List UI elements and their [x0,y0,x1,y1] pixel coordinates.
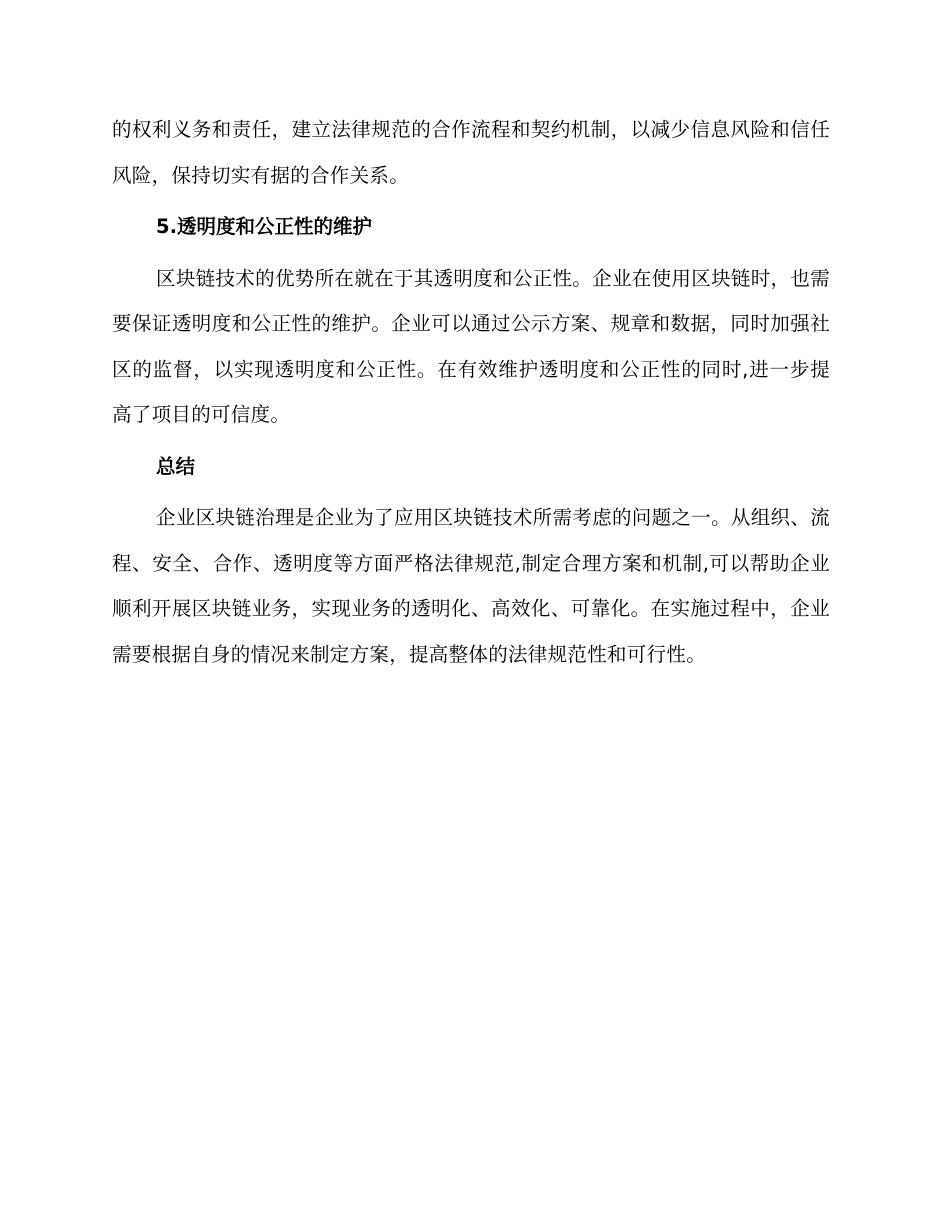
section-heading-summary: 总结 [156,454,196,478]
paragraph-continuation: 的权利义务和责任，建立法律规范的合作流程和契约机制，以减少信息风险和信任风险，保持切实有据的合作关系。 [112,118,830,187]
paragraph-summary: 企业区块链治理是企业为了应用区块链技术所需考虑的问题之一。从组织、流程、安全、合作、透明度等方面严格法律规范,制定合理方案和机制,可以帮助企业顺利开展区块链业务，实现业务的透明化、高效化、可靠化。在实施过程中，企业需要根据自身的情况来制定方案，提高整体的法律规范性和可行性。 [112,506,830,666]
section-heading-transparency: 5.透明度和公正性的维护 [156,215,372,238]
document-body [112,107,830,677]
paragraph-transparency: 区块链技术的优势所在就在于其透明度和公正性。企业在使用区块链时，也需要保证透明度和公正性的维护。企业可以通过公示方案、规章和数据，同时加强社区的监督，以实现透明度和公正性。在有效维护透明度和公正性的同时,进一步提高了项目的可信度。 [112,266,830,426]
